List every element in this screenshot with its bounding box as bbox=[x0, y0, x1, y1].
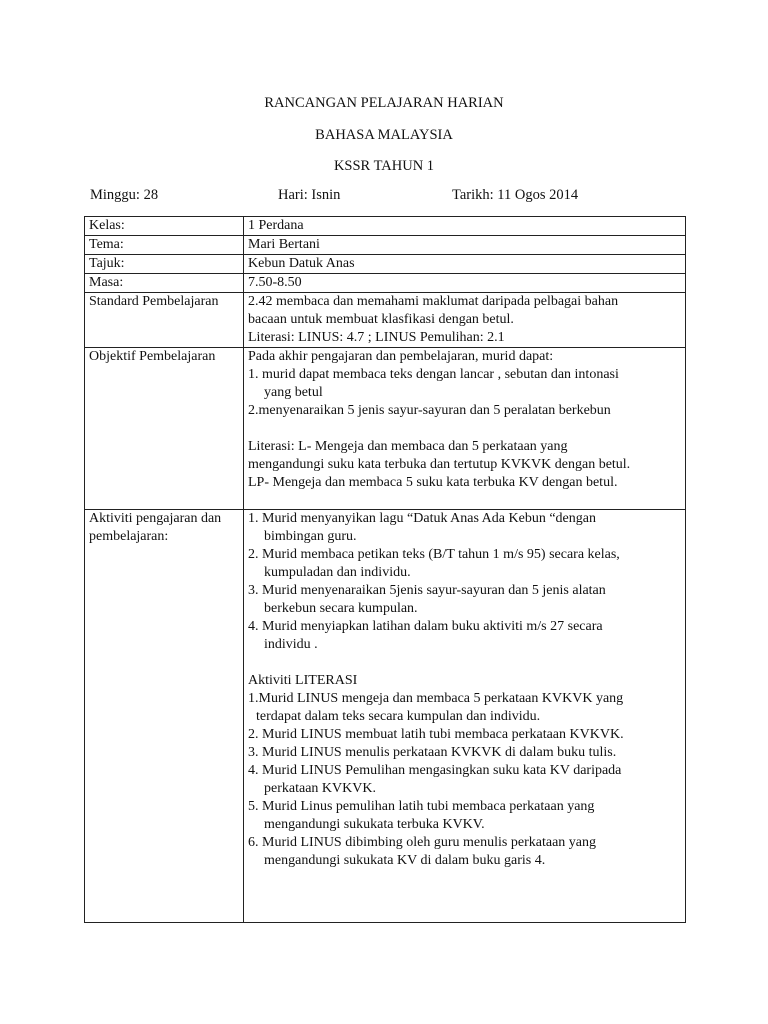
standard-label: Standard Pembelajaran bbox=[85, 293, 244, 348]
literasi-activity-item: perkataan KVKVK. bbox=[264, 781, 376, 796]
table-row bbox=[85, 217, 686, 236]
objektif-intro: Pada akhir pengajaran dan pembelajaran, murid dapat: bbox=[248, 349, 554, 364]
masa-label: Masa: bbox=[85, 274, 244, 293]
literasi-activity-item: 2. Murid LINUS membuat latih tubi membaca perkataan KVKVK. bbox=[248, 727, 624, 742]
activity-item: kumpuladan dan individu. bbox=[264, 565, 411, 580]
kelas-label: Kelas: bbox=[85, 217, 244, 236]
tema-value: Mari Bertani bbox=[244, 236, 686, 255]
literasi-activity-item: terdapat dalam teks secara kumpulan dan individu. bbox=[256, 709, 541, 724]
masa-value: 7.50-8.50 bbox=[244, 274, 686, 293]
activity-item: berkebun secara kumpulan. bbox=[264, 601, 418, 616]
literasi-line: LP- Mengeja dan membaca 5 suku kata terbuka KV dengan betul. bbox=[248, 475, 618, 490]
aktiviti-label-line: pembelajaran: bbox=[89, 529, 169, 544]
table-row bbox=[85, 348, 686, 510]
activity-item: bimbingan guru. bbox=[264, 529, 357, 544]
tajuk-label: Tajuk: bbox=[85, 255, 244, 274]
standard-line: 2.42 membaca dan memahami maklumat daripada pelbagai bahan bbox=[248, 294, 619, 309]
literasi-line: mengandungi suku kata terbuka dan tertutup KVKVK dengan betul. bbox=[248, 457, 631, 472]
lesson-plan-table bbox=[84, 216, 686, 923]
literasi-activity-item: 5. Murid Linus pemulihan latih tubi membaca perkataan yang bbox=[248, 799, 595, 814]
objektif-item: 2.menyenaraikan 5 jenis sayur-sayuran dan 5 peralatan berkebun bbox=[248, 403, 611, 418]
level-title: KSSR TAHUN 1 bbox=[333, 158, 435, 174]
standard-value bbox=[244, 293, 686, 348]
literasi-line: Literasi: L- Mengeja dan membaca dan 5 perkataan yang bbox=[248, 439, 568, 454]
activity-item: 2. Murid membaca petikan teks (B/T tahun 1 m/s 95) secara kelas, bbox=[248, 547, 620, 562]
literasi-activity-item: mengandungi sukukata terbuka KVKV. bbox=[264, 817, 485, 832]
document-title: RANCANGAN PELAJARAN HARIAN bbox=[264, 95, 504, 111]
literasi-activity-item: 6. Murid LINUS dibimbing oleh guru menulis perkataan yang bbox=[248, 835, 596, 850]
objektif-label: Objektif Pembelajaran bbox=[85, 348, 244, 510]
objektif-item: 1. murid dapat membaca teks dengan lancar , sebutan dan intonasi bbox=[248, 367, 619, 382]
aktiviti-value bbox=[244, 510, 686, 923]
literasi-activity-item: mengandungi sukukata KV di dalam buku garis 4. bbox=[264, 853, 546, 868]
kelas-value: 1 Perdana bbox=[244, 217, 686, 236]
table-row bbox=[85, 510, 686, 923]
activity-item: 1. Murid menyanyikan lagu “Datuk Anas Ada Kebun “dengan bbox=[248, 511, 596, 526]
day-label: Hari: Isnin bbox=[278, 187, 341, 203]
literasi-activity-item: 3. Murid LINUS menulis perkataan KVKVK di dalam buku tulis. bbox=[248, 745, 617, 760]
literasi-activity-item: 4. Murid LINUS Pemulihan mengasingkan suku kata KV daripada bbox=[248, 763, 622, 778]
subject-title: BAHASA MALAYSIA bbox=[315, 127, 453, 143]
spacer bbox=[248, 654, 681, 672]
literasi-activity-item: 1.Murid LINUS mengeja dan membaca 5 perkataan KVKVK yang bbox=[248, 691, 624, 706]
table-row bbox=[85, 255, 686, 274]
tema-label: Tema: bbox=[85, 236, 244, 255]
literasi-activity-title: Aktiviti LITERASI bbox=[248, 673, 358, 688]
activity-item: 3. Murid menyenaraikan 5jenis sayur-sayuran dan 5 jenis alatan bbox=[248, 583, 606, 598]
table-row bbox=[85, 236, 686, 255]
activity-item: 4. Murid menyiapkan latihan dalam buku aktiviti m/s 27 secara bbox=[248, 619, 603, 634]
standard-line: Literasi: LINUS: 4.7 ; LINUS Pemulihan: 2.1 bbox=[248, 330, 505, 345]
table-row bbox=[85, 274, 686, 293]
standard-line: bacaan untuk membuat klasfikasi dengan betul. bbox=[248, 312, 514, 327]
table-row bbox=[85, 293, 686, 348]
week-label: Minggu: 28 bbox=[90, 187, 159, 203]
aktiviti-label bbox=[85, 510, 244, 923]
tajuk-value: Kebun Datuk Anas bbox=[244, 255, 686, 274]
spacer bbox=[248, 420, 681, 438]
aktiviti-label-line: Aktiviti pengajaran dan bbox=[89, 511, 222, 526]
objektif-item: yang betul bbox=[264, 385, 323, 400]
activity-item: individu . bbox=[264, 637, 318, 652]
date-label: Tarikh: 11 Ogos 2014 bbox=[452, 187, 579, 203]
objektif-value bbox=[244, 348, 686, 510]
